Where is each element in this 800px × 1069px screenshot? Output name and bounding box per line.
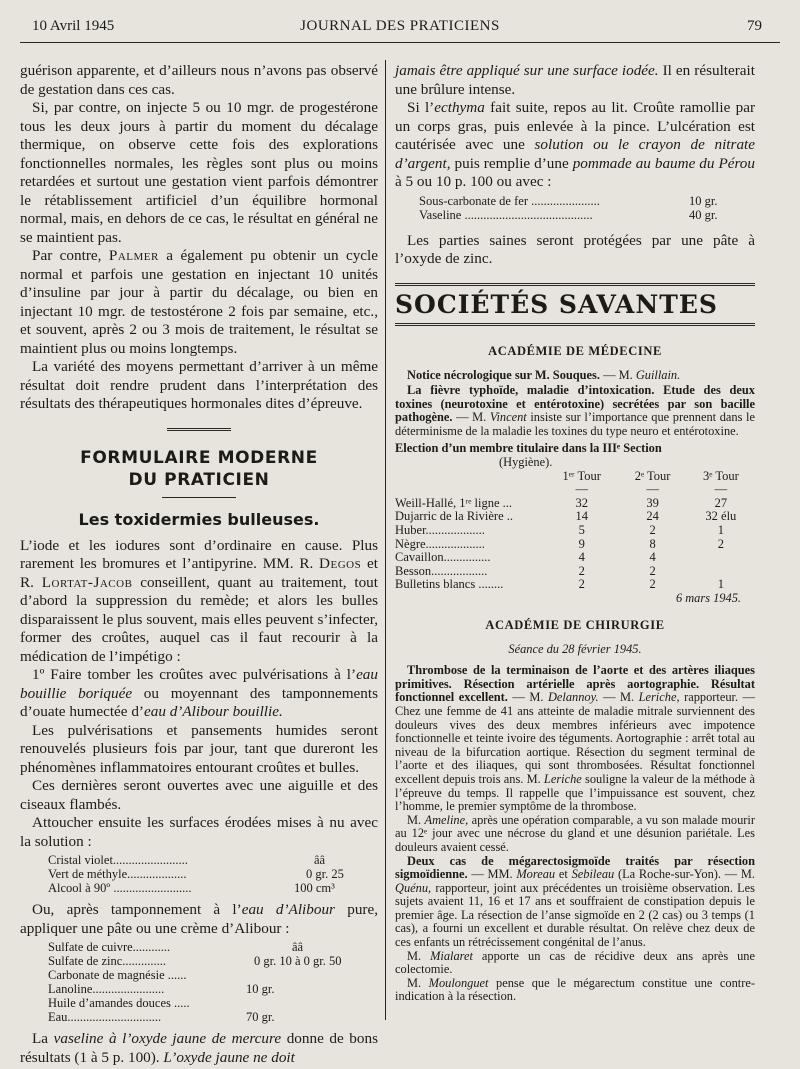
academy-heading: ACADÉMIE DE MÉDECINE (488, 343, 662, 358)
text: La (32, 1030, 49, 1047)
paragraph (395, 664, 755, 814)
quantity: 100 cm³ (294, 881, 335, 895)
quantity: 0 gr. 25 (306, 867, 344, 881)
italic-text: vaseline à l’oxyde jaune de mercure (53, 1030, 282, 1047)
vote-count: 5 (578, 523, 585, 538)
paragraph: Attoucher ensuite les surfaces érodées mises à nu avec la solution : (20, 814, 378, 850)
vote-count: 1 (717, 523, 724, 538)
vote-count: 2 (578, 577, 585, 592)
vote-count (687, 565, 755, 579)
ingredient: Huile d’amandes douces ..... (48, 996, 190, 1010)
bold-text: Deux cas de mégarectosigmoïde traités par résection sigmoïdienne. (395, 853, 755, 882)
header-date: 10 Avril 1945 (32, 18, 115, 34)
text: et R. (20, 555, 379, 591)
vote-count: 8 (649, 536, 656, 551)
recipe-row (48, 954, 378, 968)
recipe-row (48, 996, 378, 1010)
text: — M. (603, 690, 635, 705)
vote-count: 27 (714, 495, 728, 510)
bold-text: Notice nécrologique sur M. Souques. (407, 367, 600, 382)
recipe-row (48, 968, 378, 982)
ingredient: Sulfate de zinc.............. (48, 954, 167, 968)
paragraph (395, 977, 755, 1004)
text: souligne la valeur de la méthode à l’épreuve du temps. Il rappelle que l’impuissance est souvent, chez l’homme, le premier symptôme de la thrombose. (395, 771, 755, 814)
italic-text: Moreau (516, 867, 556, 882)
italic-text: pommade au baume du Pérou (572, 154, 755, 172)
italic-text: jamais être appliqué sur une surface iodée. (395, 62, 659, 79)
section-rule (395, 323, 755, 328)
quantity: 0 gr. 10 à 0 gr. 50 (254, 954, 342, 968)
paragraph (20, 901, 378, 938)
section-rule (395, 283, 755, 288)
recipe-row (419, 208, 755, 222)
italic-text: L’oxyde jaune ne doit (163, 1048, 295, 1066)
recipe-row (419, 194, 755, 208)
text: pense que le mégarectum constitue une contre-indication à la résection. (395, 975, 755, 1004)
bold-text: Thrombose de la terminaison de l’aorte et des artères iliaques primitives. Résection artérielle après aortographie. Résultat fonctionnel excellent. (395, 663, 755, 705)
vote-count: 14 (575, 509, 588, 524)
paragraph (20, 666, 378, 722)
paragraph: (Hygiène). (499, 455, 553, 470)
candidate-name: Weill-Hallé, 1ʳᵉ ligne ... (395, 495, 513, 510)
text: M. (407, 812, 422, 827)
candidate-name: Nègre................... (395, 536, 485, 551)
text: ou moyennant des tamponnements d’ouate humectée d’ (20, 684, 378, 720)
candidate-name: Besson.................. (395, 563, 488, 578)
quantity: ââ (314, 853, 326, 867)
vote-count: 4 (578, 550, 585, 565)
text: pure, appliquer une pâte ou une crème d’Alibour : (20, 901, 379, 937)
recipe-row (48, 940, 378, 954)
paragraph: guérison apparente, et d’ailleurs nous n’avons pas observé de gestation dans ces cas. (20, 62, 378, 98)
italic-text: Sebileau (571, 867, 615, 882)
table-row (395, 565, 755, 579)
table-header-row (395, 470, 755, 484)
author-name: Palmer (108, 247, 159, 264)
text: insiste sur l’importance que prennent dans le déterminisme de la maladie les toxines du type neuro et entérotoxine. (395, 410, 755, 438)
ingredient: Vert de méthyle................... (48, 867, 187, 881)
text: Il en résulterait une brûlure intense. (395, 62, 755, 98)
date-line: 6 mars 1945. (675, 591, 741, 605)
paragraph (395, 384, 755, 438)
page-header (20, 14, 780, 36)
italic-text: Ameline, (424, 812, 469, 827)
text: rapporteur, joint aux précédentes un troisième observation. Les sujets avaient 11, 16 et 17 ans et souffraient de constipation depuis le premier âge. La résection de l’anse sigmoïde en 2 (2 cas) ou 3 temps (1 cas), a fourni un excellent et durable résultat. On relève chez deux de ces enfants un rétrécissement congénital de l’anus. (395, 880, 756, 950)
vote-count: 32 (575, 495, 588, 510)
ingredient: Carbonate de magnésie ...... (48, 968, 187, 982)
italic-text: eau d’Alibour bouillie. (143, 703, 283, 720)
text: et (558, 867, 568, 882)
text: L’iode et les iodures sont d’ordinaire en cause. Plus rarement les bromures et l’antipyrine. MM. R. (20, 536, 378, 572)
paragraph (395, 99, 755, 192)
italic-text: Quénu, (395, 880, 432, 895)
academy-heading: ACADÉMIE DE CHIRURGIE (485, 617, 665, 632)
text: rapporteur. — Chez une femme de 41 ans atteinte de maladie mitrale surviennent des douleurs vives des deux membres inférieurs avec impotence fonctionnelle et teinte ivoire des téguments. Aortographie : arrêt total au niveau de la bifurcation aortique. Résection du segment terminal de l’aorte et des iliaques, qui sont thrombosées. Résultat fonctionnel excellent depuis trois ans. M. (395, 690, 755, 786)
table-row (395, 538, 755, 552)
table-cell (395, 470, 545, 484)
text: — M. (603, 367, 633, 382)
text: Si l’ (407, 99, 435, 116)
italic-text: Leriche, (638, 690, 680, 705)
societes-savantes-title: SOCIÉTÉS SAVANTES (395, 289, 718, 319)
recipe-row (48, 1010, 378, 1024)
quantity: 70 gr. (246, 1010, 275, 1024)
paragraph: Les pulvérisations et pansements humides seront renouvelés plusieurs fois par jour, tant que dureront les phénomènes inflammatoires entourant croûtes et bulles. (20, 721, 378, 776)
text: — M. (512, 690, 544, 705)
ingredient: Sous-carbonate de fer ...................... (419, 193, 600, 208)
paragraph: Les parties saines seront protégées par une pâte à l’oxyde de zinc. (395, 231, 755, 267)
section-title-line: FORMULAIRE MODERNE (80, 447, 318, 468)
vote-count: 2 (649, 563, 656, 578)
header-journal-title: JOURNAL DES PRATICIENS (300, 18, 500, 34)
text: fait suite, repos au lit. Croûte ramollie par un corps gras, puis enlevée à la pince. L’ulcération est cautérisée avec une (395, 99, 756, 153)
quantity: 10 gr. (689, 193, 718, 208)
column-header: 1ᵉʳ Tour (562, 468, 601, 483)
candidate-name: Cavaillon............... (395, 550, 491, 565)
candidate-name: Bulletins blancs ........ (395, 577, 504, 592)
paragraph (20, 1030, 378, 1067)
paragraph (395, 814, 755, 855)
paragraph (20, 247, 378, 358)
recipe-paste (48, 940, 378, 1024)
text: Ou, après tamponnement à l’ (32, 901, 242, 918)
quantity: 10 gr. (246, 982, 275, 996)
table-row (395, 551, 755, 565)
vote-count: 24 (646, 509, 659, 524)
table-row (395, 578, 755, 592)
header-rule (20, 42, 780, 43)
left-column (20, 62, 378, 1067)
text: M. (407, 948, 422, 963)
text: à 5 ou 10 p. 100 ou avec : (395, 173, 552, 190)
italic-text: Mialaret (430, 948, 473, 963)
article-title: Les toxidermies bulleuses. (78, 509, 320, 529)
column-divider (385, 60, 386, 1020)
title-rule (162, 497, 236, 498)
ingredient: Vaseline ......................................... (419, 207, 593, 222)
paragraph (395, 442, 755, 456)
recipe-row (48, 853, 378, 867)
ingredient: Alcool à 90º ......................... (48, 881, 192, 895)
table-row (395, 497, 755, 511)
italic-text: Leriche (543, 771, 582, 786)
candidate-name: Huber................... (395, 523, 485, 538)
vote-count: 39 (646, 495, 659, 510)
section-divider (167, 428, 231, 433)
vote-count: 2 (578, 563, 585, 578)
recipe-row (48, 881, 378, 895)
paragraph (395, 369, 755, 383)
ingredient: Sulfate de cuivre............ (48, 940, 171, 954)
section-title-line: DU PRATICIEN (128, 469, 270, 490)
paragraph: La variété des moyens permettant d’arriver à un même résultat doit rendre prudent dans l’interprétation des résultats des thérapeutiques hormonales dites d’épreuve. (20, 358, 378, 412)
quantity: ââ (292, 940, 304, 954)
italic-text: eau d’Alibour (241, 901, 335, 918)
table-rule-row: — — — (575, 482, 728, 497)
paragraph: Si, par contre, on injecte 5 ou 10 mgr. de progestérone tous les deux jours à partir du moment du décalage thermique, on observe cette fois des explorations fonctionnelles normales, les règles sont plus ou moins retardées et surtout une gestation vient parfois démontrer le rétablissement artificiel d’un équilibre hormonal normal, mais, en dehors de ce cas, le résultat en général ne se maintient pas. (20, 99, 378, 246)
bold-text: Election d’un membre titulaire dans la IIIᵉ Section (395, 441, 662, 456)
italic-text: Moulonguet (428, 975, 489, 990)
vote-count: 4 (649, 550, 656, 565)
text: 1º Faire tomber les croûtes avec pulvérisations à l’ (32, 666, 357, 683)
vote-count: 2 (649, 577, 656, 592)
quantity: 40 gr. (689, 207, 718, 222)
text: donne de bons résultats (1 à 5 p. 100). (20, 1030, 378, 1066)
right-column (395, 62, 755, 1004)
paragraph (395, 855, 755, 950)
candidate-name: Dujarric de la Rivière .. (395, 509, 514, 524)
ingredient: Lanoline....................... (48, 982, 165, 996)
paragraph: Ces dernières seront ouvertes avec une aiguille et des ciseaux flambés. (20, 777, 378, 813)
paragraph (395, 62, 755, 99)
recipe-ecthyma (419, 194, 755, 222)
election-results-table (395, 470, 755, 592)
ingredient: Cristal violet........................ (48, 853, 188, 867)
vote-count (687, 551, 755, 565)
vote-count: 9 (578, 536, 585, 551)
text: — MM. (471, 867, 513, 882)
text: conseillent, quant au traitement, tout d’abord la suppression du remède; et alors les bulles disparaissent le plus souvent, mais elles peuvent s’infecter, former des croûtes, auquel cas il faut recourir à la médication de l’impétigo : (20, 573, 378, 665)
vote-count: 32 élu (705, 509, 737, 524)
author-name: Lortat-Jacob (41, 573, 133, 591)
text: apporte un cas de récidive deux ans après une colectomie. (395, 948, 755, 977)
vote-count: 2 (649, 523, 656, 538)
paragraph (395, 950, 755, 977)
header-page-number: 79 (747, 18, 762, 34)
text: M. (407, 975, 422, 990)
vote-count: 1 (717, 577, 724, 592)
column-header: 3ᵉ Tour (702, 468, 739, 483)
session-date: Séance du 28 février 1945. (508, 641, 642, 656)
italic-text: ecthyma (434, 99, 485, 116)
italic-text: Guillain. (635, 367, 681, 382)
text: — M. (456, 410, 487, 425)
text: (La Roche-sur-Yon). — M. (617, 867, 755, 882)
italic-text: solution ou le crayon de nitrate d’argent, (395, 136, 755, 172)
ingredient: Eau.............................. (48, 1010, 162, 1024)
table-row (395, 524, 755, 538)
recipe-row (48, 982, 378, 996)
table-row (395, 510, 755, 524)
text: puis remplie d’une (454, 154, 569, 172)
author-name: Degos (319, 555, 362, 572)
section-title (20, 447, 378, 491)
text: après une opération comparable, a vu son malade mourir au 12ᵉ jour avec une nécrose du gland et une désunion pariétale. Les douleurs avaient cessé. (395, 812, 755, 854)
text: a également pu obtenir un cycle normal et parfois une gestation en injectant 10 unités d’insuline par jour à partir du décalage, ou bien en injectant 10 mgr. de testostérone 2 fois par semaine, etc., et souvent, après 2 ou 3 mois de traitement, le résultat se maintient plus ou moins longtemps. (20, 247, 379, 357)
vote-count: 2 (717, 536, 724, 551)
italic-text: eau bouillie boriquée (20, 666, 378, 702)
text: Par contre, (32, 247, 102, 264)
recipe-row (48, 867, 378, 881)
paragraph (20, 537, 378, 667)
italic-text: Vincent (489, 410, 527, 425)
column-header: 2ᵉ Tour (634, 468, 671, 483)
italic-text: Delannoy. (547, 690, 599, 705)
bold-text: La fièvre typhoïde, maladie d’intoxication. Etude des deux toxines (neurotoxine et entérotoxine) secrétées par son bacille pathogène. (395, 383, 755, 425)
recipe-solution (48, 853, 378, 895)
